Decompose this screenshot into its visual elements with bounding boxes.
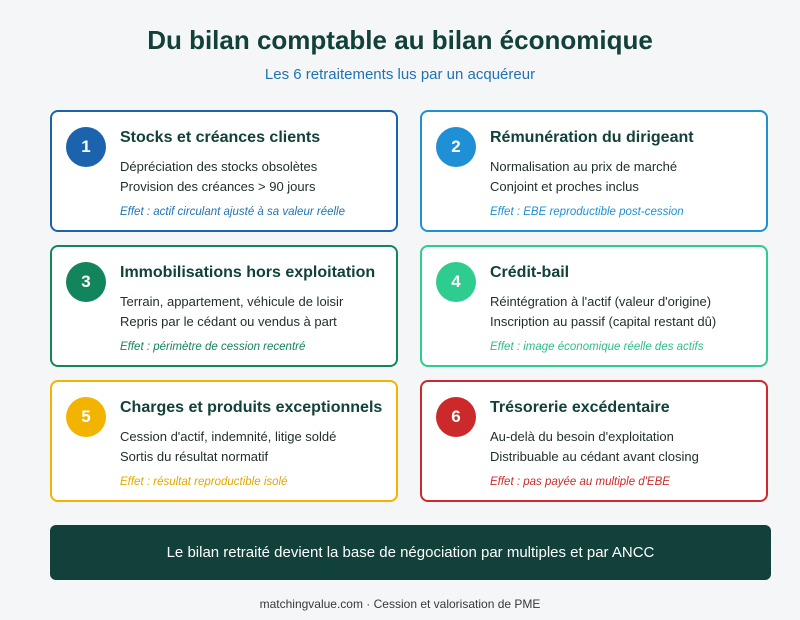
card-4 — [420, 245, 768, 367]
card-effect: Effet : pas payée au multiple d'EBE — [490, 476, 670, 488]
card-line: Inscription au passif (capital restant dû) — [490, 314, 717, 329]
card-line: Dépréciation des stocks obsolètes — [120, 159, 318, 174]
card-line: Terrain, appartement, véhicule de loisir — [120, 294, 344, 309]
card-5 — [50, 380, 398, 502]
card-line: Distribuable au cédant avant closing — [490, 449, 699, 464]
number-badge: 1 — [66, 127, 106, 167]
page-subtitle: Les 6 retraitements lus par un acquéreur — [264, 66, 536, 83]
card-1 — [50, 110, 398, 232]
card-effect: Effet : actif circulant ajusté à sa valeur réelle — [120, 206, 345, 218]
number-badge: 4 — [436, 262, 476, 302]
card-6 — [420, 380, 768, 502]
card-2 — [420, 110, 768, 232]
card-line: Au-delà du besoin d'exploitation — [490, 429, 674, 444]
card-line: Normalisation au prix de marché — [490, 159, 678, 174]
card-effect: Effet : image économique réelle des actifs — [490, 341, 704, 353]
card-line: Provision des créances > 90 jours — [120, 179, 316, 194]
card-effect: Effet : EBE reproductible post-cession — [490, 206, 684, 218]
number-badge: 5 — [66, 397, 106, 437]
page-title: Du bilan comptable au bilan économique — [147, 25, 653, 55]
card-title: Immobilisations hors exploitation — [120, 264, 376, 281]
card-title: Charges et produits exceptionnels — [120, 399, 383, 416]
number-badge: 2 — [436, 127, 476, 167]
card-title: Crédit-bail — [490, 264, 570, 281]
card-3 — [50, 245, 398, 367]
footer-credit: matchingvalue.com · Cession et valorisation de PME — [259, 597, 541, 611]
card-title: Rémunération du dirigeant — [490, 129, 694, 146]
card-line: Repris par le cédant ou vendus à part — [120, 314, 337, 329]
card-effect: Effet : périmètre de cession recentré — [120, 341, 306, 353]
conclusion-banner: Le bilan retraité devient la base de négociation par multiples et par ANCC — [50, 525, 771, 580]
card-title: Trésorerie excédentaire — [490, 399, 670, 416]
card-title: Stocks et créances clients — [120, 129, 321, 146]
number-badge: 6 — [436, 397, 476, 437]
card-line: Sortis du résultat normatif — [120, 449, 269, 464]
number-badge: 3 — [66, 262, 106, 302]
card-line: Cession d'actif, indemnité, litige soldé — [120, 429, 337, 444]
card-effect: Effet : résultat reproductible isolé — [120, 476, 288, 488]
card-line: Conjoint et proches inclus — [490, 179, 639, 194]
card-line: Réintégration à l'actif (valeur d'origine) — [490, 294, 712, 309]
